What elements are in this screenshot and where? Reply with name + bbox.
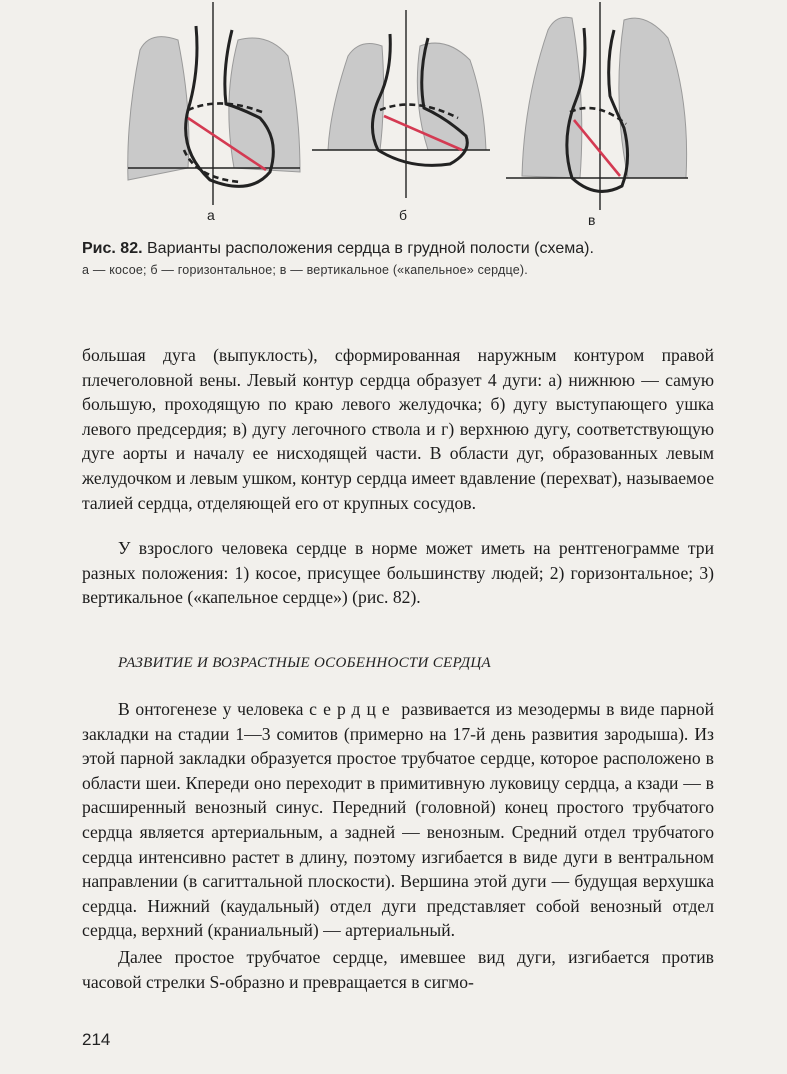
panel-horizontal [312, 10, 490, 223]
figure-number: Рис. 82. [82, 240, 143, 257]
panel-oblique [128, 2, 300, 223]
panel-vertical [506, 2, 688, 228]
heart-position-diagram [0, 0, 787, 240]
lung-right-c [522, 17, 582, 178]
paragraph-s-shape: Далее простое трубчатое сердце, имевшее вид дуги, изгибается против часовой стрелки S-образно и превращается в сигмо- [82, 946, 714, 992]
panel-label-a: а [207, 207, 215, 223]
figure-82 [0, 0, 787, 240]
paragraph-heart-contour [82, 343, 714, 515]
panel-label-b: б [399, 207, 408, 223]
ontogenesis-intro: В онтогенезе у человека [118, 699, 310, 719]
panel-label-c: в [588, 212, 596, 228]
paragraph-heart-positions [82, 536, 714, 610]
spaced-term-heart: сердце [309, 699, 396, 719]
figure-caption [82, 238, 732, 280]
paragraph-ontogenesis [82, 697, 714, 994]
caption-legend: а — косое; б — горизонтальное; в — вертикальное («капельное» сердце). [82, 263, 528, 277]
paragraph-text: большая дуга (выпуклость), сформированная наружным контуром правой плечеголовной вены. Левый контур сердца образует 4 дуги: а) нижнюю — самую большую, проходящую по краю левого желудочка; б) дугу выступающего ушка левого предсердия; в) дугу легочного ствола и г) верхнюю дугу, соответствующую дуге аорты и началу ее нисходящей части. В области дуг, образованных левым желудочком и левым ушком, контур сердца имеет вдавление (перехват), называемое талией сердца, отделяющей его от крупных сосудов. [82, 345, 714, 513]
caption-title: Варианты расположения сердца в грудной полости (схема). [142, 240, 594, 257]
lung-right-b [328, 44, 384, 150]
ontogenesis-body: развивается из мезодермы в виде парной закладки на стадии 1—3 сомитов (примерно на 17-й день развития зародыша). Из этой парной закладки образуется простое трубчатое сердце, которое расположено в области шеи. Кпереди оно переходит в примитивную луковицу сердца, а кзади — в расширенный венозный синус. Передний (головной) конец простого трубчатого сердца является артериальным, а задней — венозным. Средний отдел трубчатого сердца интенсивно растет в длину, поэтому изгибается в виде дуги в вентральном направлении (в сагиттальной плоскости). Вершина этой дуги — будущая верхушка сердца. Нижний (каудальный) отдел дуги представляет собой венозный отдел сердца, верхний (краниальный) — артериальный. [82, 699, 715, 941]
paragraph-text: У взрослого человека сердце в норме может иметь на рентгенограмме три разных положения: 1) косое, присущее большинству людей; 2) горизонтальное; 3) вертикальное («капельное сердце») (рис. 82). [82, 538, 714, 608]
section-heading: РАЗВИТИЕ И ВОЗРАСТНЫЕ ОСОБЕННОСТИ СЕРДЦА [118, 655, 491, 671]
lung-right-a [128, 37, 189, 180]
page-number: 214 [82, 1030, 111, 1049]
paragraph-text [82, 697, 714, 943]
caption-title-line [82, 238, 732, 260]
